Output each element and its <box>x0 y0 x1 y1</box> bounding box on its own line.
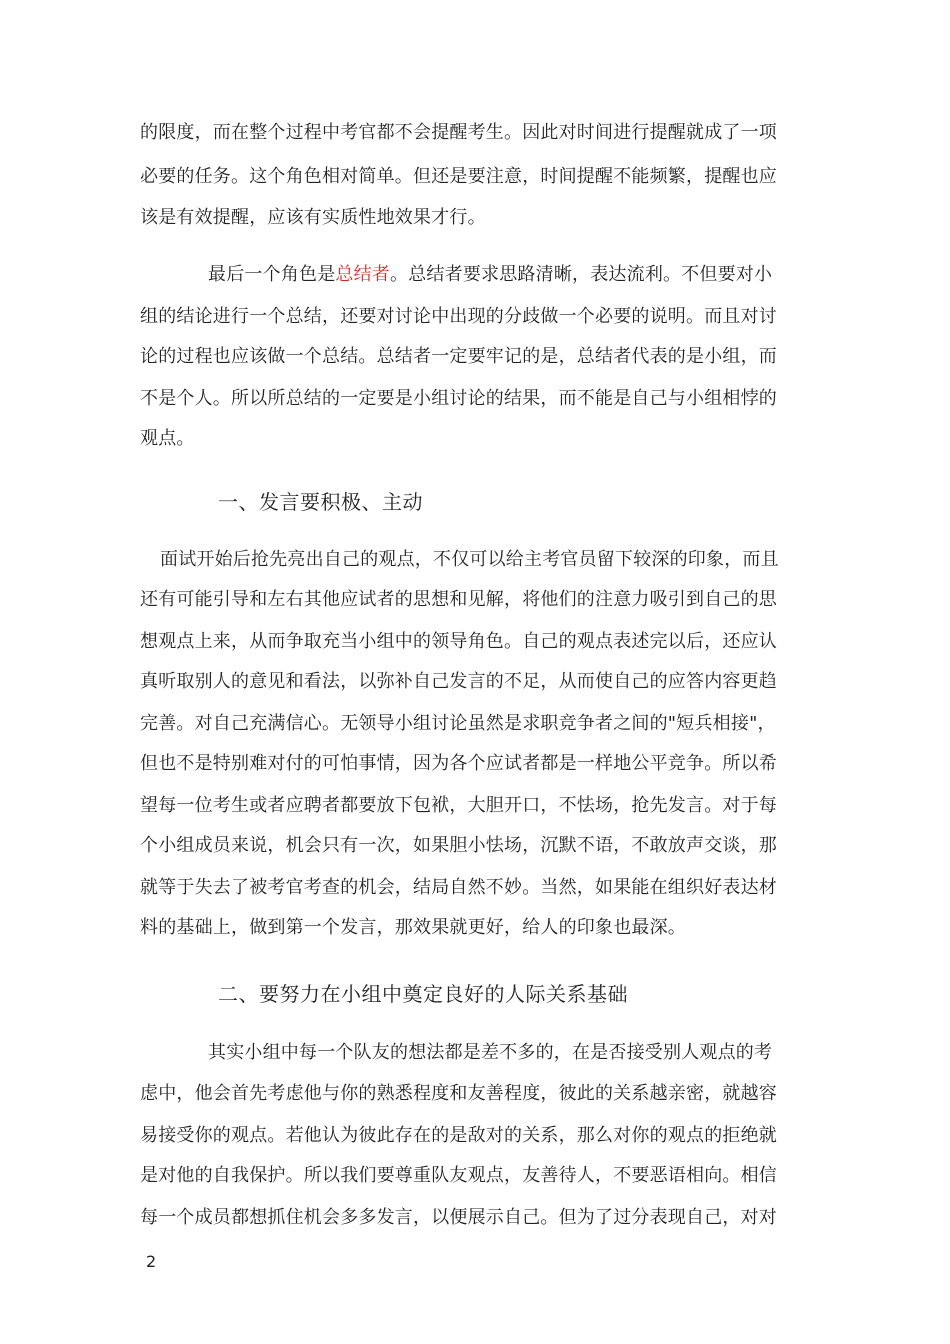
highlighted-term: 总结者 <box>335 264 391 285</box>
paragraph-line: 每一个成员都想抓住机会多多发言，以便展示自己。但为了过分表现自己，对对 <box>140 1207 777 1228</box>
paragraph-line: 面试开始后抢先亮出自己的观点，不仅可以给主考官员留下较深的印象，而且 <box>160 549 779 570</box>
paragraph-line: 就等于失去了被考官考查的机会，结局自然不妙。当然，如果能在组织好表达材 <box>140 877 777 898</box>
paragraph-line: 想观点上来，从而争取充当小组中的领导角色。自己的观点表述完以后，还应认 <box>140 631 777 652</box>
paragraph-line: 完善。对自己充满信心。无领导小组讨论虽然是求职竞争者之间的"短兵相接"， <box>140 713 776 734</box>
paragraph-line: 易接受你的观点。若他认为彼此存在的是敌对的关系，那么对你的观点的拒绝就 <box>140 1125 777 1146</box>
text-run: 。总结者要求思路清晰，表达流利。不但要对小 <box>390 264 773 285</box>
paragraph-line: 该是有效提醒，应该有实质性地效果才行。 <box>140 207 486 228</box>
paragraph-line: 组的结论进行一个总结，还要对讨论中出现的分歧做一个必要的说明。而且对讨 <box>140 306 777 327</box>
paragraph-line: 观点。 <box>140 428 195 449</box>
paragraph-line: 其实小组中每一个队友的想法都是差不多的，在是否接受别人观点的考 <box>208 1042 773 1063</box>
paragraph-line: 的限度，而在整个过程中考官都不会提醒考生。因此对时间进行提醒就成了一项 <box>140 122 777 143</box>
paragraph-line: 不是个人。所以所总结的一定要是小组讨论的结果，而不能是自己与小组相悖的 <box>140 388 777 409</box>
paragraph-line: 但也不是特别难对付的可怕事情，因为各个应试者都是一样地公平竞争。所以希 <box>140 753 777 774</box>
paragraph-line: 料的基础上，做到第一个发言，那效果就更好，给人的印象也最深。 <box>140 917 686 938</box>
paragraph-line: 论的过程也应该做一个总结。总结者一定要牢记的是，总结者代表的是小组，而 <box>140 346 777 367</box>
paragraph-line: 虑中，他会首先考虑他与你的熟悉程度和友善程度，彼此的关系越亲密，就越容 <box>140 1083 777 1104</box>
paragraph-line: 还有可能引导和左右其他应试者的思想和见解，将他们的注意力吸引到自己的思 <box>140 589 777 610</box>
paragraph-line <box>208 263 820 287</box>
paragraph-line: 真听取别人的意见和看法，以弥补自己发言的不足，从而使自己的应答内容更趋 <box>140 671 777 692</box>
page-number: 2 <box>146 1252 157 1271</box>
section-heading: 二、要努力在小组中奠定良好的人际关系基础 <box>218 982 628 1006</box>
paragraph-line: 个小组成员来说，机会只有一次，如果胆小怯场，沉默不语，不敢放声交谈，那 <box>140 835 777 856</box>
paragraph-line: 是对他的自我保护。所以我们要尊重队友观点，友善待人，不要恶语相向。相信 <box>140 1165 777 1186</box>
section-heading: 一、发言要积极、主动 <box>218 490 423 514</box>
paragraph-line: 望每一位考生或者应聘者都要放下包袱，大胆开口，不怯场，抢先发言。对于每 <box>140 795 777 816</box>
paragraph-line: 必要的任务。这个角色相对简单。但还是要注意，时间提醒不能频繁，提醒也应 <box>140 166 777 187</box>
text-run: 最后一个角色是 <box>208 264 336 285</box>
